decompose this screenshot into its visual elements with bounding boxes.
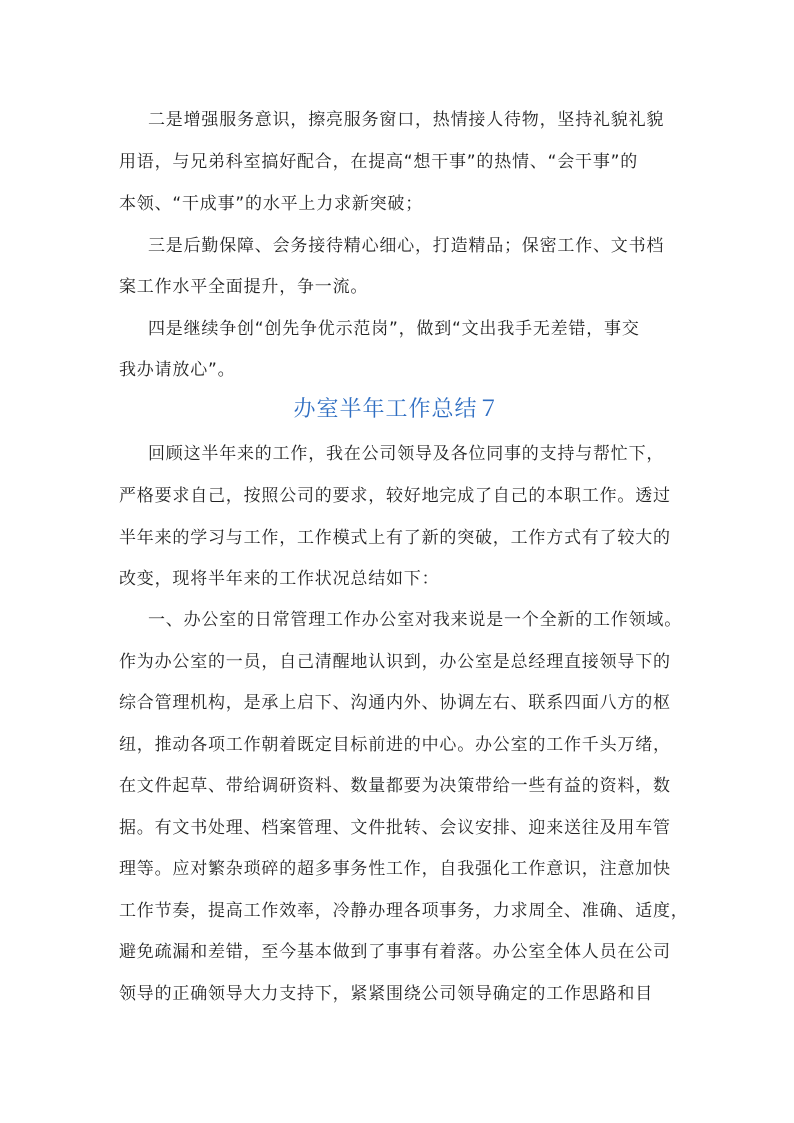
paragraph-line: [0, 774, 794, 798]
text-line: 作为办公室的一员，自己清醒地认识到，办公室是总经理直接领导下的: [119, 652, 671, 672]
text-line: 工作节奏，提高工作效率，冷静办理各项事务，力求周全、准确、适度，: [119, 901, 689, 921]
paragraph-line: [0, 733, 794, 757]
text-line: 四是继续争创“创先争优示范岗”，做到“文出我手无差错，事交: [148, 319, 640, 339]
text-line: 三是后勤保障、会务接待精心细心，打造精品；保密工作、文书档: [148, 236, 665, 256]
text-line: 回顾这半年来的工作，我在公司领导及各位同事的支持与帮忙下，: [148, 444, 665, 464]
paragraph-line: [0, 108, 794, 132]
text-line: 领导的正确领导大力支持下，紧紧围绕公司领导确定的工作思路和目: [119, 984, 653, 1004]
text-line: 理等。应对繁杂琐碎的超多事务性工作，自我强化工作意识，注意加快: [119, 859, 671, 879]
paragraph-line: [0, 982, 794, 1006]
paragraph-line: [0, 650, 794, 674]
paragraph-line: [0, 857, 794, 881]
text-line: 严格要求自己，按照公司的要求，较好地完成了自己的本职工作。透过: [119, 486, 671, 506]
section-title: 办室半年工作总结７: [293, 397, 501, 422]
text-line: 案工作水平全面提升，争一流。: [119, 277, 369, 297]
paragraph-line: [0, 940, 794, 964]
paragraph-line: [0, 234, 794, 258]
text-line: 避免疏漏和差错，至今基本做到了事事有着落。办公室全体人员在公司: [119, 942, 671, 962]
paragraph-line: [0, 275, 794, 299]
paragraph-line: [0, 317, 794, 341]
paragraph-line: [0, 899, 794, 923]
text-line: 一、办公室的日常管理工作办公室对我来说是一个全新的工作领域。: [148, 610, 682, 630]
paragraph-line: [0, 358, 794, 382]
paragraph-line: [0, 192, 794, 216]
paragraph-line: [0, 150, 794, 174]
paragraph-line: [0, 567, 794, 591]
paragraph-line: [0, 526, 794, 550]
paragraph-line: [0, 691, 794, 715]
text-line: 综合管理机构，是承上启下、沟通内外、协调左右、联系四面八方的枢: [119, 693, 671, 713]
text-line: 本领、“干成事”的水平上力求新突破；: [119, 194, 424, 214]
text-line: 据。有文书处理、档案管理、文件批转、会议安排、迎来送往及用车管: [119, 818, 671, 838]
text-line: 半年来的学习与工作，工作模式上有了新的突破，工作方式有了较大的: [119, 528, 671, 548]
text-line: 纽，推动各项工作朝着既定目标前进的中心。办公室的工作千头万绪，: [119, 735, 671, 755]
paragraph-line: [0, 442, 794, 466]
paragraph-line: [0, 608, 794, 632]
text-line: 在文件起草、带给调研资料、数量都要为决策带给一些有益的资料，数: [119, 776, 671, 796]
text-line: 改变，现将半年来的工作状况总结如下：: [119, 569, 440, 589]
text-line: 二是增强服务意识，擦亮服务窗口，热情接人待物，坚持礼貌礼貌: [148, 110, 665, 130]
paragraph-line: [0, 484, 794, 508]
paragraph-line: [0, 816, 794, 840]
text-line: 用语，与兄弟科室搞好配合，在提高“想干事”的热情、“会干事”的: [119, 152, 639, 172]
text-line: 我办请放心”。: [119, 360, 236, 380]
